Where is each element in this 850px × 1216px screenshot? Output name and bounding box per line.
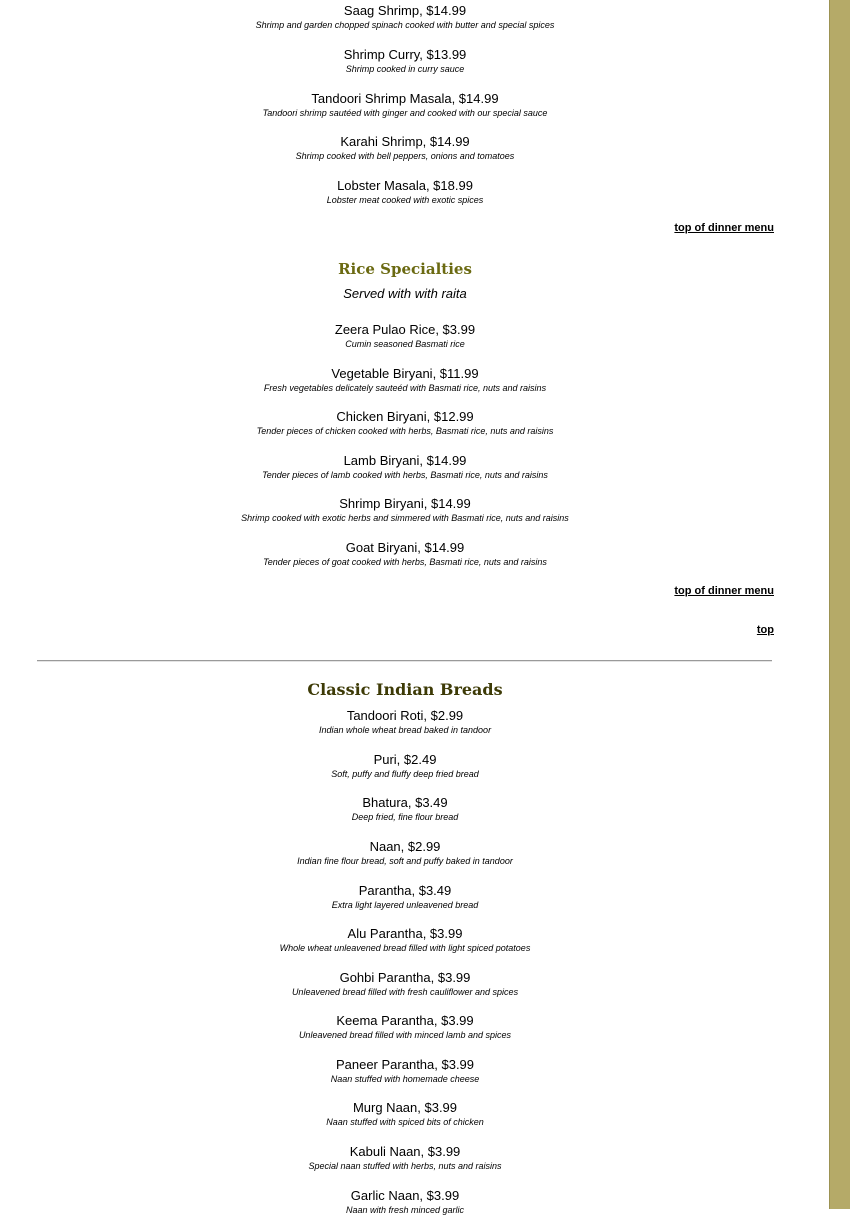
menu-item xyxy=(0,496,810,524)
menu-item-description: Naan stuffed with spiced bits of chicken xyxy=(326,1117,484,1127)
menu-item-description: Naan with fresh minced garlic xyxy=(345,1205,465,1215)
menu-item xyxy=(0,91,810,119)
menu-item-description: Naan stuffed with homemade cheese xyxy=(330,1074,480,1084)
menu-item xyxy=(0,366,810,394)
menu-item-title: Paneer Parantha, $3.99 xyxy=(335,1057,475,1072)
menu-item-description: Shrimp cooked in curry sauce xyxy=(345,64,465,74)
menu-item-title: Gohbi Parantha, $3.99 xyxy=(339,970,471,985)
menu-item-description: Extra light layered unleavened bread xyxy=(331,900,479,910)
menu-item xyxy=(0,453,810,481)
section-divider xyxy=(37,660,772,662)
menu-item-description: Soft, puffy and fluffy deep fried bread xyxy=(331,769,479,779)
menu-item-title: Vegetable Biryani, $11.99 xyxy=(331,366,479,381)
menu-item-title: Kabuli Naan, $3.99 xyxy=(349,1144,461,1159)
menu-item-description: Unleavened bread filled with minced lamb and spices xyxy=(298,1030,512,1040)
section-heading-breads: Classic Indian Breads xyxy=(307,680,503,699)
menu-item-title: Lamb Biryani, $14.99 xyxy=(343,453,467,468)
menu-item-description: Fresh vegetables delicately sauteéd with Basmati rice, nuts and raisins xyxy=(263,383,547,393)
menu-item-title: Zeera Pulao Rice, $3.99 xyxy=(334,322,476,337)
top-of-dinner-menu-link[interactable]: top of dinner menu xyxy=(674,585,774,597)
top-of-page-link[interactable]: top xyxy=(756,624,774,636)
menu-item xyxy=(0,795,810,823)
menu-item-description: Shrimp and garden chopped spinach cooked with butter and special spices xyxy=(255,20,555,30)
menu-item xyxy=(0,883,810,911)
menu-item-title: Tandoori Shrimp Masala, $14.99 xyxy=(311,91,499,106)
menu-item-title: Bhatura, $3.49 xyxy=(362,795,448,810)
menu-item-description: Deep fried, fine flour bread xyxy=(351,812,459,822)
menu-item-title: Karahi Shrimp, $14.99 xyxy=(340,134,470,149)
menu-item-title: Shrimp Biryani, $14.99 xyxy=(339,496,471,511)
menu-item xyxy=(0,1100,810,1128)
menu-item xyxy=(0,178,810,206)
menu-item xyxy=(0,540,810,568)
menu-item xyxy=(0,1188,810,1216)
menu-item-title: Lobster Masala, $18.99 xyxy=(337,178,473,193)
menu-item-description: Whole wheat unleavened bread filled with light spiced potatoes xyxy=(279,943,531,953)
menu-item-title: Murg Naan, $3.99 xyxy=(352,1100,458,1115)
menu-item xyxy=(0,926,810,954)
menu-item-title: Alu Parantha, $3.99 xyxy=(347,926,463,941)
menu-item-description: Lobster meat cooked with exotic spices xyxy=(326,195,484,205)
menu-item xyxy=(0,1013,810,1041)
section-subtitle: Served with with raita xyxy=(343,286,467,301)
menu-item-description: Indian fine flour bread, soft and puffy baked in tandoor xyxy=(297,856,513,866)
right-decorative-sidebar xyxy=(829,0,850,1209)
menu-item-title: Tandoori Roti, $2.99 xyxy=(346,708,464,723)
menu-item-title: Saag Shrimp, $14.99 xyxy=(343,3,467,18)
section-heading-rice: Rice Specialties xyxy=(338,260,472,278)
menu-item-description: Tender pieces of chicken cooked with herbs, Basmati rice, nuts and raisins xyxy=(256,426,554,436)
menu-item-description: Special naan stuffed with herbs, nuts and raisins xyxy=(308,1161,502,1171)
menu-item xyxy=(0,409,810,437)
menu-item xyxy=(0,1144,810,1172)
menu-item-description: Shrimp cooked with bell peppers, onions and tomatoes xyxy=(295,151,515,161)
menu-item-title: Shrimp Curry, $13.99 xyxy=(343,47,467,62)
menu-item-title: Parantha, $3.49 xyxy=(358,883,452,898)
top-of-dinner-menu-link[interactable]: top of dinner menu xyxy=(674,222,774,234)
menu-item xyxy=(0,134,810,162)
menu-item-title: Naan, $2.99 xyxy=(369,839,441,854)
menu-item-title: Puri, $2.49 xyxy=(373,752,437,767)
menu-item xyxy=(0,3,810,31)
menu-item-description: Unleavened bread filled with fresh cauliflower and spices xyxy=(291,987,519,997)
menu-item-title: Chicken Biryani, $12.99 xyxy=(336,409,474,424)
menu-item-description: Indian whole wheat bread baked in tandoor xyxy=(318,725,492,735)
menu-item-description: Tender pieces of goat cooked with herbs, Basmati rice, nuts and raisins xyxy=(263,557,547,567)
menu-item xyxy=(0,708,810,736)
menu-item-description: Cumin seasoned Basmati rice xyxy=(345,339,465,349)
menu-item xyxy=(0,752,810,780)
menu-item xyxy=(0,322,810,350)
menu-item-title: Keema Parantha, $3.99 xyxy=(336,1013,474,1028)
menu-item xyxy=(0,47,810,75)
menu-item-title: Goat Biryani, $14.99 xyxy=(345,540,465,555)
menu-item xyxy=(0,1057,810,1085)
menu-item xyxy=(0,970,810,998)
menu-item-description: Shrimp cooked with exotic herbs and simmered with Basmati rice, nuts and raisins xyxy=(241,513,569,523)
menu-item-description: Tender pieces of lamb cooked with herbs, Basmati rice, nuts and raisins xyxy=(262,470,548,480)
menu-item-title: Garlic Naan, $3.99 xyxy=(350,1188,460,1203)
menu-item xyxy=(0,839,810,867)
menu-item-description: Tandoori shrimp sautéed with ginger and cooked with our special sauce xyxy=(262,108,548,118)
